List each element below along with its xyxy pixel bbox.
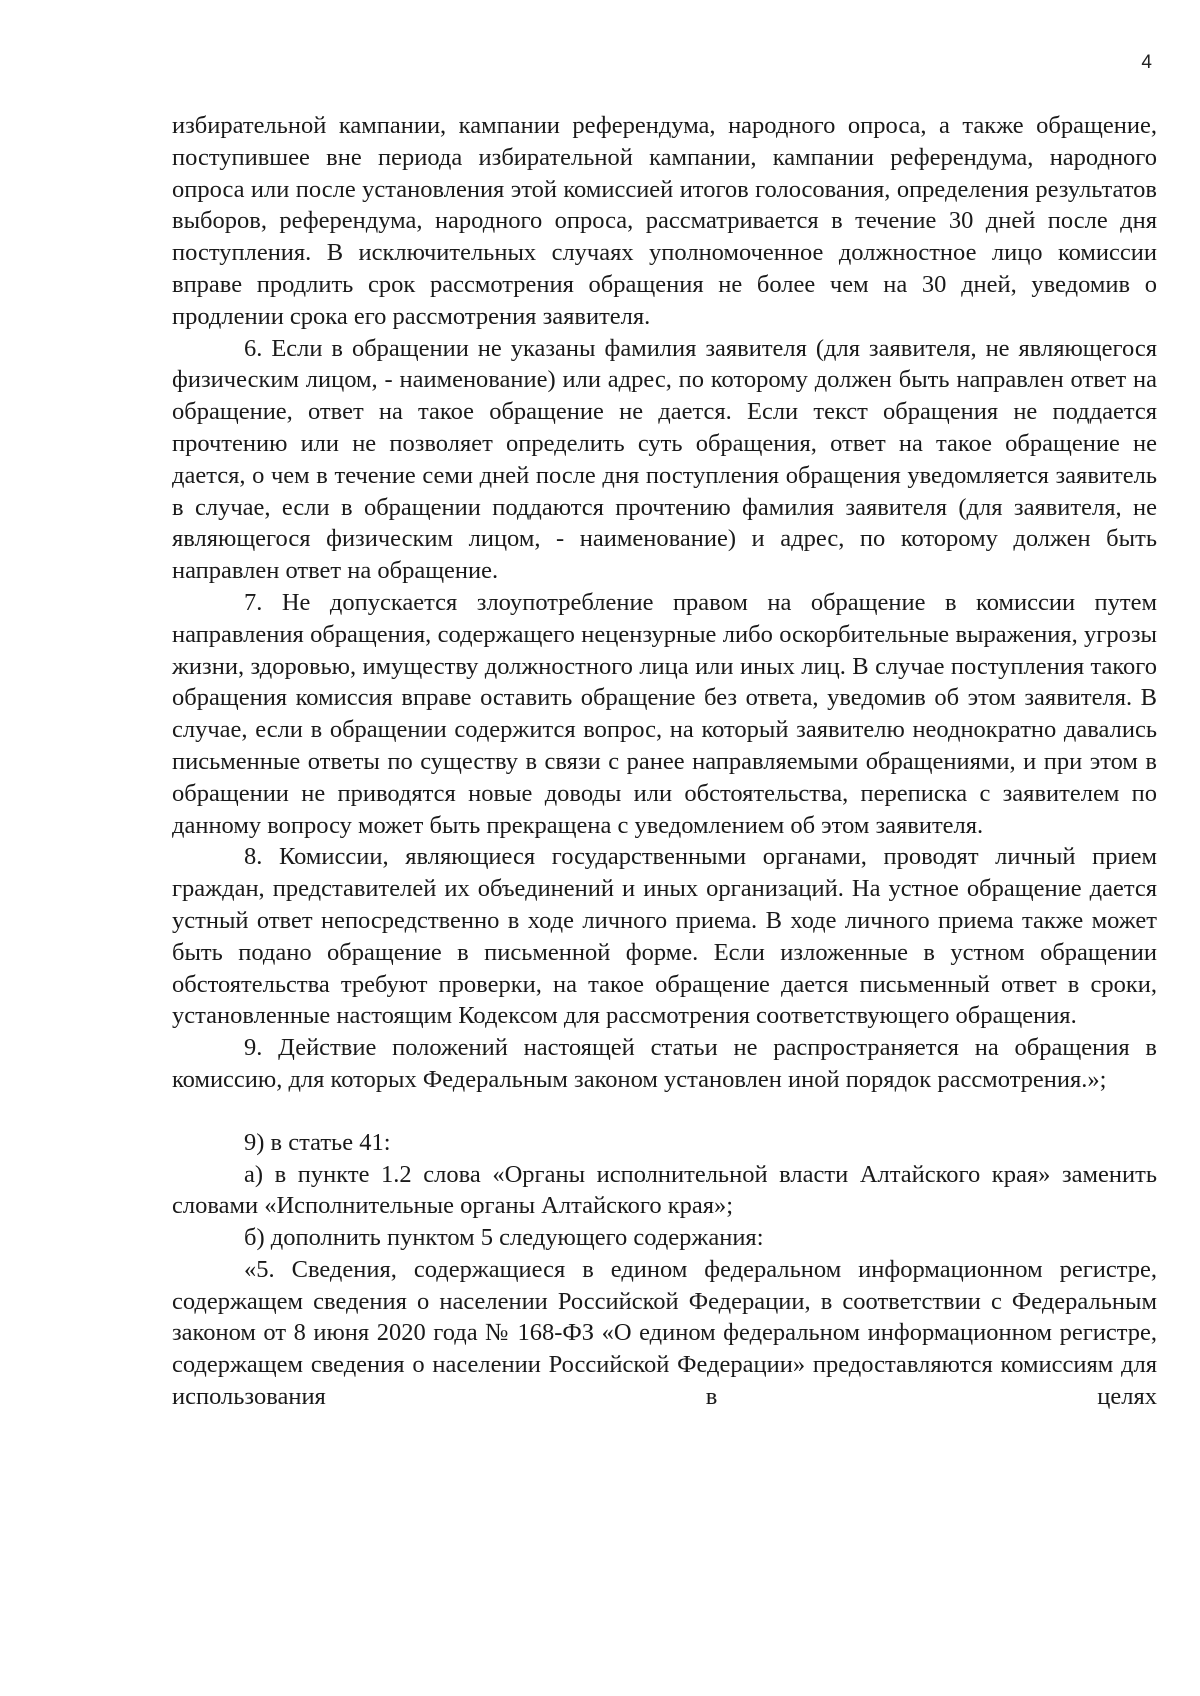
paragraph-item-6: 6. Если в обращении не указаны фамилия заявителя (для заявителя, не являющегося физическим лицом, - наименование) или адрес, по которому должен быть направлен ответ на обращение, ответ на такое обращение не дается. Если текст обращения не поддается прочтению или не позволяет определить суть обращения, ответ на такое обращение не дается, о чем в течение семи дней после дня поступления обращения уведомляется заявитель в случае, если в обращении поддаются прочтению фамилия заявителя (для заявителя, не являющегося физическим лицом, - наименование) и адрес, по которому должен быть направлен ответ на обращение.	[172, 334, 1157, 585]
document-body	[172, 110, 1157, 1413]
paragraph-item-8: 8. Комиссии, являющиеся государственными органами, проводят личный прием граждан, представителей их объединений и иных организаций. На устное обращение дается устный ответ непосредственно в ходе личного приема. В ходе личного приема также может быть подано обращение в письменной форме. Если изложенные в устном обращении обстоятельства требуют проверки, на такое обращение дается письменный ответ в сроки, установленные настоящим Кодексом для рассмотрения соответствующего обращения.	[172, 843, 1157, 1030]
paragraph-item-7: 7. Не допускается злоупотребление правом на обращение в комиссии путем направления обращения, содержащего нецензурные либо оскорбительные выражения, угрозы жизни, здоровью, имуществу должностного лица или иных лиц. В случае поступления такого обращения комиссия вправе оставить обращение без ответа, уведомив об этом заявителя. В случае, если в обращении содержится вопрос, на который заявителю неоднократно давались письменные ответы по существу в связи с ранее направляемыми обращениями, и при этом в обращении не приводятся новые доводы или обстоятельства, переписка с заявителем по данному вопросу может быть прекращена с уведомлением об этом заявителя.	[172, 588, 1157, 839]
paragraph-continuation: избирательной кампании, кампании референдума, народного опроса, а также обращение, поступившее вне периода избирательной кампании, кампании референдума, народного опроса или после установления этой комиссией итогов голосования, определения результатов выборов, референдума, народного опроса, рассматривается в течение 30 дней после дня поступления. В исключительных случаях уполномоченное должностное лицо комиссии вправе продлить срок рассмотрения обращения не более чем на 30 дней, уведомив о продлении срока его рассмотрения заявителя.	[172, 112, 1157, 330]
paragraph-new-item-5: «5. Сведения, содержащиеся в едином федеральном информационном регистре, содержащем сведения о населении Российской Федерации, в соответствии с Федеральным законом от 8 июня 2020 года № 168-ФЗ «О едином федеральном информационном регистре, содержащем сведения о населении Российской Федерации» предоставляются комиссиям для использования в целях	[172, 1255, 1157, 1411]
paragraph-subitem-b: б) дополнить пунктом 5 следующего содержания:	[244, 1224, 764, 1252]
paragraph-article-41: 9) в статье 41:	[244, 1128, 391, 1156]
page-number: 4	[1141, 52, 1152, 73]
paragraph-item-9: 9. Действие положений настоящей статьи не распространяется на обращения в комиссию, для которых Федеральным законом установлен иной порядок рассмотрения.»;	[172, 1034, 1157, 1093]
paragraph-spacer	[172, 1096, 1157, 1127]
paragraph-subitem-a: а) в пункте 1.2 слова «Органы исполнительной власти Алтайского края» заменить словами «Исполнительные органы Алтайского края»;	[172, 1160, 1157, 1220]
